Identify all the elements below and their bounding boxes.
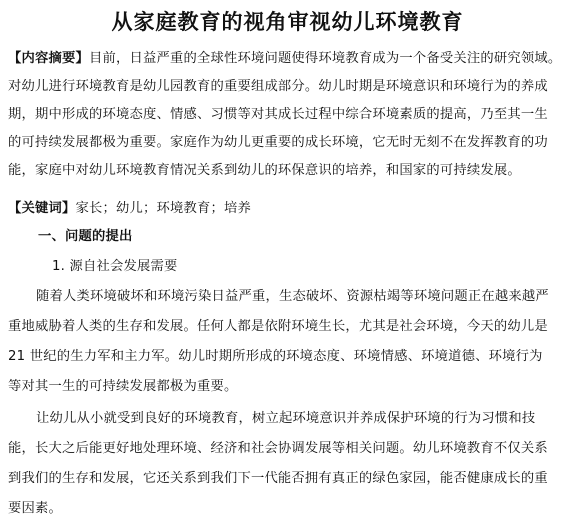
keywords-line	[8, 200, 568, 218]
para2-line-3: 到我们的生存和发展，它还关系到我们下一代能否拥有真正的绿色家园，能否健康成长的重	[8, 471, 548, 486]
abstract-line-4: 的可持续发展都极为重要。家庭作为幼儿更重要的成长环境，它无时无刻不在发挥教育的功	[8, 135, 548, 150]
section-heading: 一、问题的提出	[38, 229, 133, 244]
abstract-text: 目前，日益严重的全球性环境问题使得环境教育成为一个备受关注的研究领域。	[88, 51, 562, 66]
para1-line-2: 重地威胁着人类的生存和发展。任何人都是依附环境生长，尤其是社会环境，今天的幼儿是	[8, 319, 548, 334]
abstract-line-2: 对幼儿进行环境教育是幼儿园教育的重要组成部分。幼儿时期是环境意识和环境行为的养成	[8, 79, 548, 94]
abstract-line-1	[8, 50, 568, 68]
para2-line-2: 能，长大之后能更好地处理环境、经济和社会协调发展等相关问题。幼儿环境教育不仅关系	[8, 441, 548, 456]
para2-line-4: 要因素。	[8, 501, 62, 516]
document-title: 从家庭教育的视角审视幼儿环境教育	[111, 9, 464, 34]
para1-line-3: 21 世纪的生力军和主力军。幼儿时期所形成的环境态度、环境情感、环境道德、环境行为	[8, 349, 543, 364]
abstract-line-5: 能，家庭中对幼儿环境教育情况关系到幼儿的环保意识的培养，和国家的可持续发展。	[8, 163, 521, 178]
para1-line-4: 等对其一生的可持续发展都极为重要。	[8, 379, 238, 394]
keywords-label: 【关键词】	[8, 201, 76, 216]
abstract-label: 【内容摘要】	[8, 51, 89, 66]
abstract-line-3: 期，期中形成的环境态度、情感、习惯等对其成长过程中综合环境素质的提高，乃至其一生	[8, 107, 548, 122]
para1-line-1: 随着人类环境破坏和环境污染日益严重，生态破坏、资源枯竭等环境问题正在越来越严	[36, 289, 549, 304]
subsection-heading: 1. 源自社会发展需要	[52, 259, 178, 274]
para2-line-1: 让幼儿从小就受到良好的环境教育，树立起环境意识并养成保护环境的行为习惯和技	[36, 411, 536, 426]
keywords-text: 家长；幼儿；环境教育；培养	[75, 201, 251, 216]
